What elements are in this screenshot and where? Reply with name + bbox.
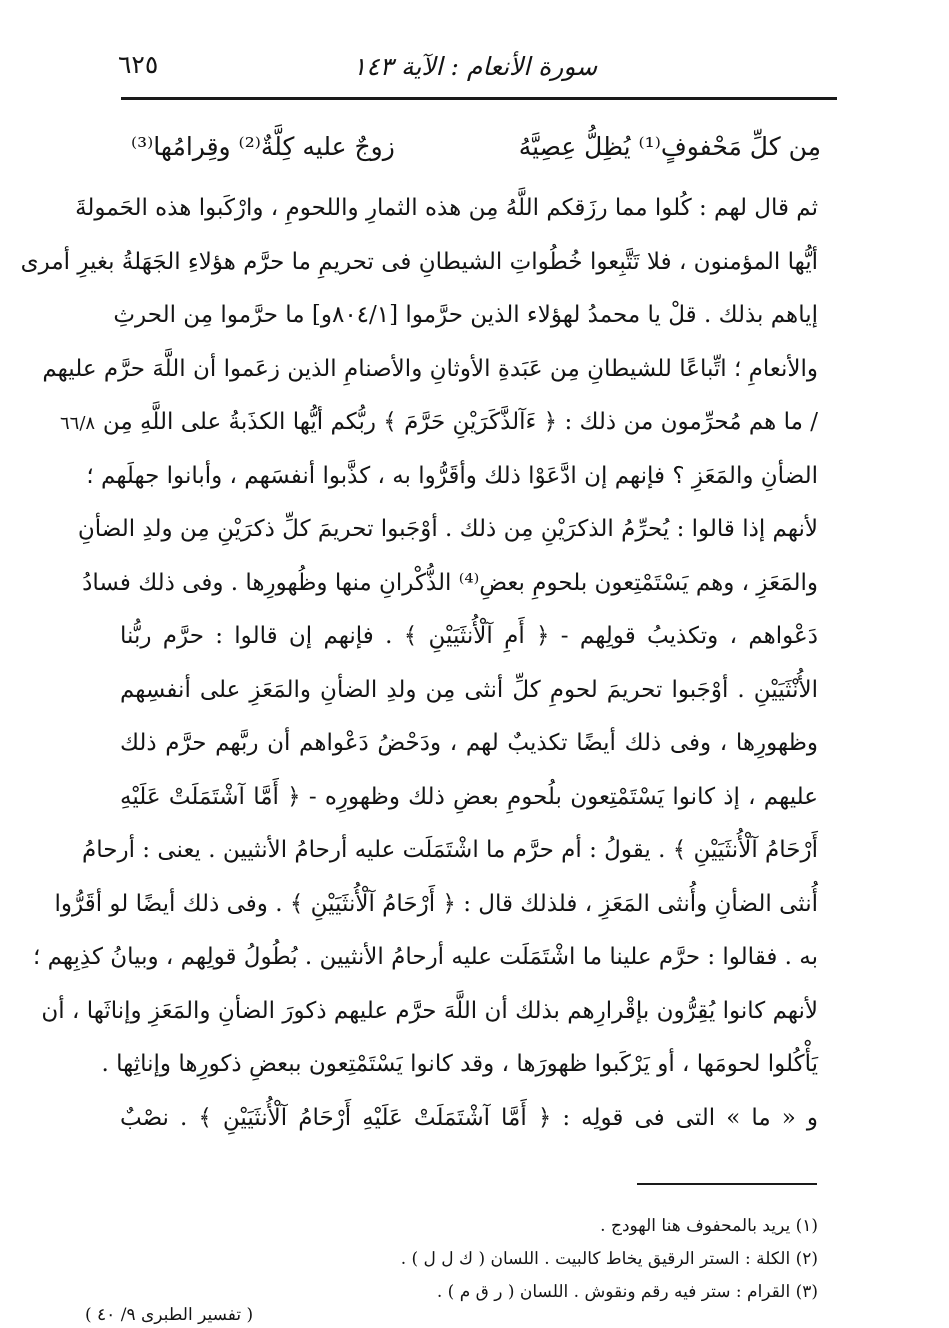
body-line-13: أَرْحَامُ آلْأُنثَيَيْنِ ﴾ . يقولُ : أم حرَّم ما اشْتَمَلَت عليه أرحامُ الأنثيين . يعنى : أرحامُ bbox=[82, 837, 818, 863]
poetry-verse bbox=[131, 132, 821, 174]
verse-hemistich-first: مِن كلِّ مَحْفوفٍ⁽¹⁾ يُظِلُّ عِصِيَّهُ bbox=[518, 132, 821, 161]
body-line-9: دَعْواهم ، وتكذيبُ قولِهم - ﴿ أَمِ آلْأُنثَيَيْنِ ﴾ . فإنهم إن قالوا : حرَّم ربُّنا bbox=[120, 623, 818, 649]
body-line-7: لأنهم إذا قالوا : يُحرِّمُ الذكرَيْنِ مِن ذلك . أوْجَبوا تحريمَ كلِّ ذكرَيْنِ مِن ولدِ الضأنِ bbox=[77, 516, 818, 542]
body-line-14: أُنثى الضأنِ وأُنثى المَعَزِ ، فلذلك قال : ﴿ أَرْحَامُ آلْأُنثَيَيْنِ ﴾ . وفى ذلك أيضًا لو أقَرُّوا bbox=[54, 890, 818, 917]
volume-reference: ( تفسير الطبرى ٩/ ٤٠ ) bbox=[85, 1305, 254, 1325]
manuscript-margin-reference: ٦٦/٨ bbox=[60, 413, 96, 434]
body-line-10: الأُنْثَيَيْنِ . أوْجَبوا تحريمَ لحومِ كلِّ أنثى مِن ولدِ الضأنِ والمَعَزِ على أنفسِهم bbox=[120, 676, 818, 703]
footnote-separator bbox=[637, 1183, 817, 1185]
body-line-11: وظهورِها ، وفى ذلك أيضًا تكذيبٌ لهم ، ودَحْضُ دَعْواهم أن ربَّهم حرَّم ذلك bbox=[120, 730, 818, 756]
body-line-8: والمَعَزِ ، وهم يَسْتَمْتِعون بلحومِ بعضِ⁽⁴⁾ الذُّكْرانِ منها وظُهورِها . وفى ذلك فسادُ bbox=[82, 569, 818, 596]
footnotes bbox=[120, 1210, 818, 1309]
body-line-2: أيُّها المؤمنون ، فلا تَتَّبِعوا خُطُواتِ الشيطانِ فى تحريمِ ما حرَّم هؤلاءِ الجَهَلةُ بغيرِ أمرى bbox=[20, 248, 818, 275]
running-header-title: سورة الأنعام : الآية ١٤٣ bbox=[352, 52, 598, 81]
body-line-12: عليهم ، إذ كانوا يَسْتَمْتِعون بلُحومِ بعضِ ذلك وظهورِه - ﴿ أَمَّا آشْتَمَلَتْ عَلَيْهِ bbox=[120, 783, 818, 810]
page-number: ٦٢٥ bbox=[118, 50, 159, 79]
body-line-17: يَأْكُلوا لحومَها ، أو يَرْكَبوا ظهورَها ، وقد كانوا يَسْتَمْتِعون ببعضِ ذكورِها وإناثِها . bbox=[101, 1051, 818, 1077]
body-line-18: و « ما » التى فى قولِه : ﴿ أَمَّا آشْتَمَلَتْ عَلَيْهِ أَرْحَامُ آلْأُنثَيَيْنِ ﴾ . نصْبٌ bbox=[120, 1104, 818, 1131]
body-line-3: إياهم بذلك . قلْ يا محمدُ لهؤلاء الذين حرَّموا [٨٠٤/١و] ما حرَّموا مِن الحرثِ bbox=[113, 302, 818, 328]
footnote-3: (٣) القرام : ستر فيه رقم ونقوش . اللسان ( ر ق م ) . bbox=[436, 1282, 818, 1302]
header-rule bbox=[121, 97, 837, 100]
body-line-4: والأنعامِ ؛ اتِّباعًا للشيطانِ مِن عَبَدةِ الأوثانِ والأصنامِ الذين زعَموا أن اللَّهَ حرَّم عليهم bbox=[42, 355, 818, 382]
footnote-2: (٢) الكلة : الستر الرقيق يخاط كالبيت . اللسان ( ك ل ل ) . bbox=[400, 1249, 818, 1269]
footnote-1: (١) يريد بالمحفوف هنا الهودج . bbox=[600, 1216, 818, 1236]
body-line-16: لأنهم كانوا يُقِرُّون بإقْرارِهم بذلك أن اللَّهَ حرَّم عليهم ذكورَ الضأنِ والمَعَزِ وإناثَها ، أن bbox=[41, 997, 818, 1024]
body-line-6: الضأنِ والمَعَزِ ؟ فإنهم إن ادَّعَوْا ذلك وأقَرُّوا به ، كذَّبوا أنفسَهم ، وأبانوا جهلَهم ؛ bbox=[86, 462, 818, 489]
body-line-5: / ما هم مُحرِّمون من ذلك : ﴿ ءَآلذَّكَرَيْنِ حَرَّمَ ﴾ ربُّكم أيُّها الكذَبةُ على اللَّهِ مِن bbox=[102, 409, 818, 435]
verse-hemistich-second: زوجٌ عليه كِلَّةٌ⁽²⁾ وقِرامُها⁽³⁾ bbox=[131, 132, 395, 161]
body-line-1: ثم قال لهم : كُلوا مما رزَقكم اللَّهُ مِن هذه الثمارِ واللحومِ ، وارْكَبوا هذه الحَمولةَ bbox=[75, 195, 818, 221]
body-line-15: به . فقالوا : حرَّم علينا ما اشْتَمَلَت عليه أرحامُ الأنثيين . بُطُولُ قولِهم ، وبيانُ كذِبِهم ؛ bbox=[33, 944, 818, 970]
